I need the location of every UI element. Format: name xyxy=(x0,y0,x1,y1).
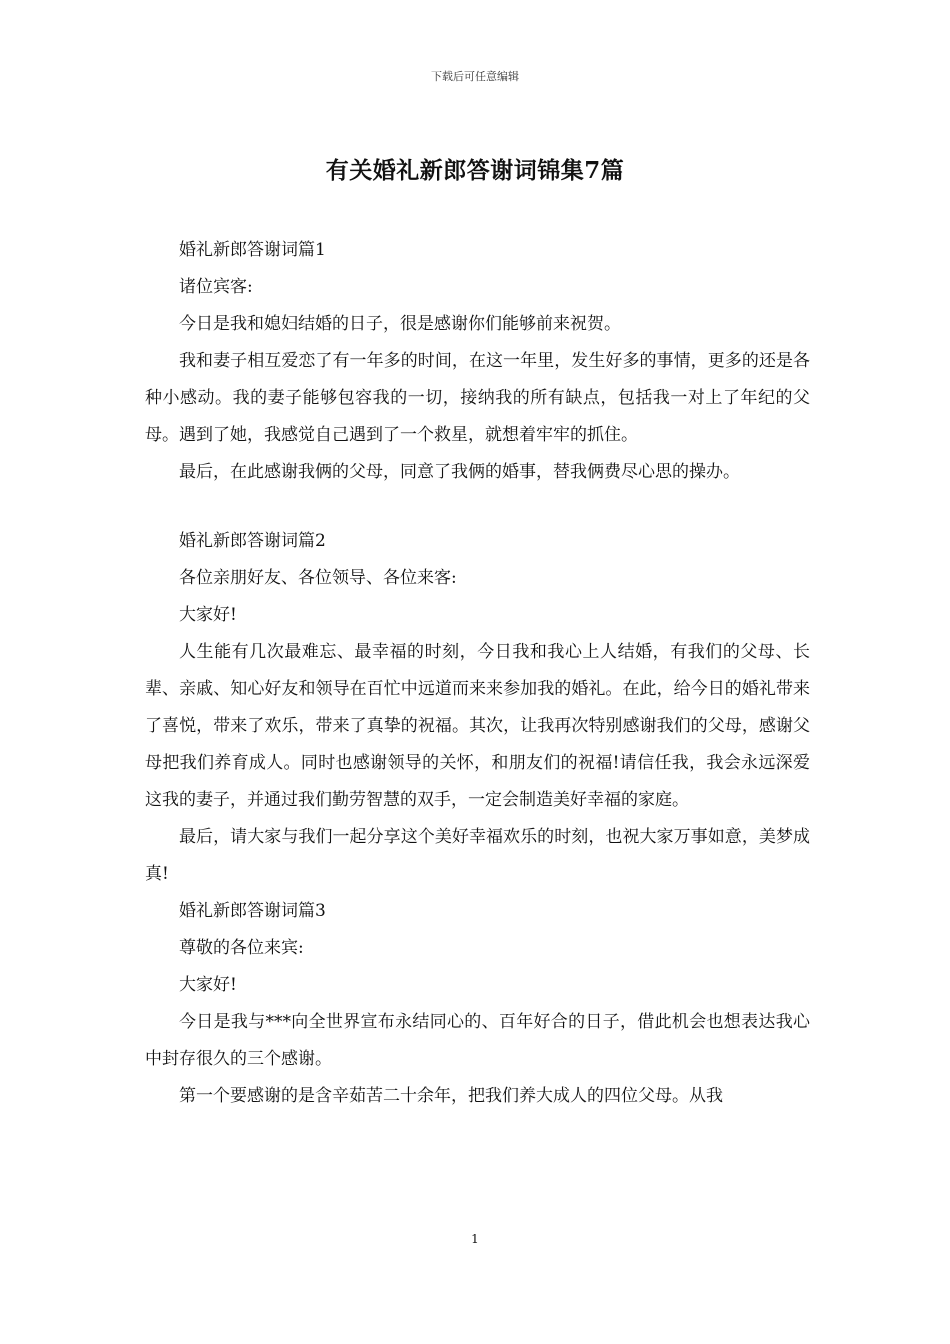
section-heading-2: 婚礼新郎答谢词篇2 xyxy=(179,531,326,551)
paragraph: 今日是我与***向全世界宣布永结同心的、百年好合的日子，借此机会也想表达我心中封存很久的三个感谢。 xyxy=(145,1012,810,1069)
paragraph: 最后，请大家与我们一起分享这个美好幸福欢乐的时刻，也祝大家万事如意，美梦成真! xyxy=(145,827,810,884)
page-header: 下载后可任意编辑 xyxy=(431,70,519,83)
document-title: 有关婚礼新郎答谢词锦集7篇 xyxy=(325,157,625,184)
paragraph: 人生能有几次最难忘、最幸福的时刻，今日我和我心上人结婚，有我们的父母、长辈、亲戚、知心好友和领导在百忙中远道而来来参加我的婚礼。在此，给今日的婚礼带来了喜悦，带来了欢乐，带来了真挚的祝福。其次，让我再次特别感谢我们的父母，感谢父母把我们养育成人。同时也感谢领导的关怀，和朋友们的祝福!请信任我，我会永远深爱这我的妻子，并通过我们勤劳智慧的双手，一定会制造美好幸福的家庭。 xyxy=(145,642,810,810)
salutation: 尊敬的各位来宾: xyxy=(179,938,304,958)
section-gap xyxy=(145,491,810,523)
salutation: 各位亲朋好友、各位领导、各位来客: xyxy=(179,568,457,588)
paragraph: 我和妻子相互爱恋了有一年多的时间，在这一年里，发生好多的事情，更多的还是各种小感动。我的妻子能够包容我的一切，接纳我的所有缺点，包括我一对上了年纪的父母。遇到了她，我感觉自己遇到了一个救星，就想着牢牢的抓住。 xyxy=(145,351,810,445)
greeting: 大家好! xyxy=(179,605,237,625)
greeting: 大家好! xyxy=(179,975,237,995)
section-heading-1: 婚礼新郎答谢词篇1 xyxy=(179,240,326,260)
salutation: 诸位宾客: xyxy=(179,277,253,297)
page-number: 1 xyxy=(471,1232,479,1246)
document-body xyxy=(145,232,810,1115)
paragraph: 最后，在此感谢我俩的父母，同意了我俩的婚事，替我俩费尽心思的操办。 xyxy=(179,462,740,482)
section-heading-3: 婚礼新郎答谢词篇3 xyxy=(179,901,326,921)
paragraph: 今日是我和媳妇结婚的日子，很是感谢你们能够前来祝贺。 xyxy=(179,314,621,334)
paragraph: 第一个要感谢的是含辛茹苦二十余年，把我们养大成人的四位父母。从我 xyxy=(179,1086,723,1106)
